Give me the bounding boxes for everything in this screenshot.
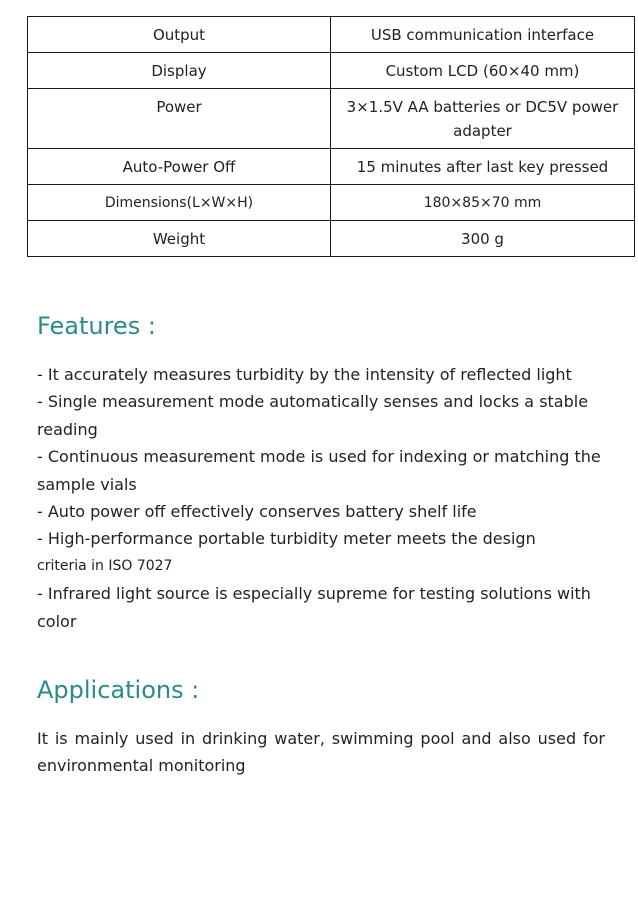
list-item: - Infrared light source is especially supreme for testing solutions with color	[37, 584, 591, 631]
table-row	[28, 185, 635, 221]
table-row	[28, 149, 635, 185]
spec-value-auto-power-off: 15 minutes after last key pressed	[331, 149, 635, 185]
specifications-table	[27, 16, 635, 257]
list-item: - Continuous measurement mode is used for indexing or matching the sample vials	[37, 447, 601, 494]
list-item: - High-performance portable turbidity meter meets the design	[37, 529, 536, 549]
spec-value-display: Custom LCD (60×40 mm)	[331, 53, 635, 89]
table-row	[28, 53, 635, 89]
spec-value-power: 3×1.5V AA batteries or DC5V power adapter	[331, 89, 635, 149]
list-item: - Single measurement mode automatically senses and locks a stable reading	[37, 392, 589, 439]
spec-label-weight: Weight	[28, 221, 331, 257]
features-heading: Features :	[37, 312, 156, 340]
table-row	[28, 221, 635, 257]
spec-label-output: Output	[28, 17, 331, 53]
applications-text: It is mainly used in drinking water, swimming pool and also used for environmental monitoring	[37, 729, 605, 776]
list-item: - It accurately measures turbidity by the intensity of reflected light	[37, 365, 572, 384]
spec-value-weight: 300 g	[331, 221, 635, 257]
features-list	[37, 361, 607, 635]
table-row	[28, 17, 635, 53]
spec-label-dimensions: Dimensions(L×W×H)	[28, 185, 331, 221]
table-row	[28, 89, 635, 149]
applications-heading: Applications :	[37, 676, 200, 704]
list-item: - Auto power off effectively conserves battery shelf life	[37, 502, 477, 522]
spec-value-output: USB communication interface	[331, 17, 635, 53]
spec-value-dimensions: 180×85×70 mm	[331, 185, 635, 221]
spec-label-auto-power-off: Auto-Power Off	[28, 149, 331, 185]
spec-label-power: Power	[28, 89, 331, 149]
list-item: criteria in ISO 7027	[37, 557, 173, 574]
spec-label-display: Display	[28, 53, 331, 89]
